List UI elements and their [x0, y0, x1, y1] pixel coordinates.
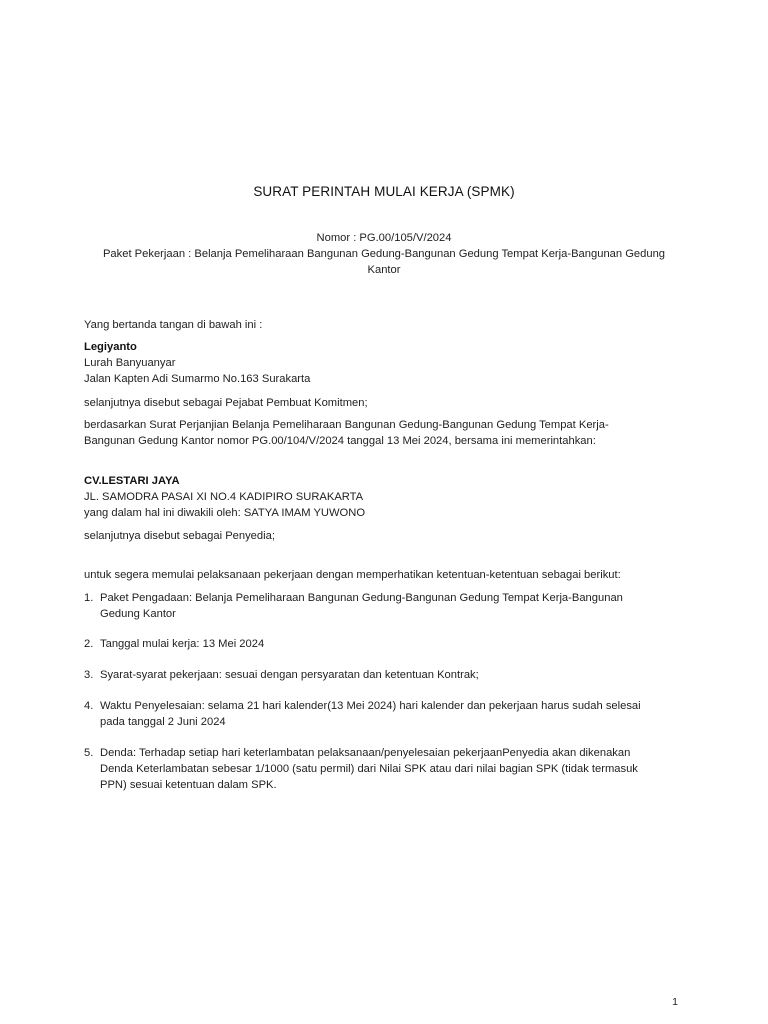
- basis-line-1: berdasarkan Surat Perjanjian Belanja Pemeliharaan Bangunan Gedung-Bangunan Gedung Tempat Kerja-: [84, 419, 609, 431]
- ppk-text: selanjutnya disebut sebagai Pejabat Pembuat Komitmen;: [84, 397, 368, 409]
- list-item-line: pada tanggal 2 Juni 2024: [100, 716, 226, 728]
- intro-text: Yang bertanda tangan di bawah ini :: [84, 319, 263, 331]
- list-item-line: Gedung Kantor: [100, 608, 176, 620]
- header-block: [84, 230, 684, 278]
- document-number: Nomor : PG.00/105/V/2024: [316, 232, 452, 244]
- list-item-number: 1.: [84, 592, 94, 604]
- basis-paragraph: [84, 417, 684, 449]
- list-item-line: PPN) sesuai ketentuan dalam SPK.: [100, 779, 277, 791]
- list-item-number: 4.: [84, 700, 94, 712]
- vendor-address: JL. SAMODRA PASAI XI NO.4 KADIPIRO SURAKARTA: [84, 491, 364, 503]
- list-item-line: Syarat-syarat pekerjaan: sesuai dengan persyaratan dan ketentuan Kontrak;: [100, 669, 479, 681]
- penyedia-text: selanjutnya disebut sebagai Penyedia;: [84, 530, 275, 542]
- signer-position: Lurah Banyuanyar: [84, 357, 176, 369]
- list-item-number: 5.: [84, 747, 94, 759]
- list-item: [84, 667, 674, 683]
- list-item-line: Tanggal mulai kerja: 13 Mei 2024: [100, 638, 265, 650]
- signer-name: Legiyanto: [84, 341, 137, 353]
- list-item: [84, 745, 674, 793]
- list-item-line: Paket Pengadaan: Belanja Pemeliharaan Bangunan Gedung-Bangunan Gedung Tempat Kerja-Bangunan: [100, 592, 623, 604]
- list-item: [84, 698, 674, 730]
- list-item-number: 3.: [84, 669, 94, 681]
- signer-address: Jalan Kapten Adi Sumarmo No.163 Surakarta: [84, 373, 311, 385]
- list-item-line: Denda: Terhadap setiap hari keterlambatan pelaksanaan/penyelesaian pekerjaanPenyedia akan dikenakan: [100, 747, 631, 759]
- vendor-representative: yang dalam hal ini diwakili oleh: SATYA IMAM YUWONO: [84, 507, 366, 519]
- package-line-1: Paket Pekerjaan : Belanja Pemeliharaan Bangunan Gedung-Bangunan Gedung Tempat Kerja-Bangunan Gedung: [102, 248, 666, 260]
- vendor-name: CV.LESTARI JAYA: [84, 475, 180, 487]
- instruction-text: untuk segera memulai pelaksanaan pekerjaan dengan memperhatikan ketentuan-ketentuan sebagai berikut:: [84, 569, 621, 581]
- list-item: [84, 636, 674, 652]
- document-title: SURAT PERINTAH MULAI KERJA (SPMK): [253, 184, 515, 199]
- signer-block: [84, 339, 684, 387]
- list-item-line: Denda Keterlambatan sebesar 1/1000 (satu permil) dari Nilai SPK atau dari nilai bagian SPK (tidak termasuk: [100, 763, 638, 775]
- basis-line-2: Bangunan Gedung Kantor nomor PG.00/104/V/2024 tanggal 13 Mei 2024, bersama ini memerintahkan:: [84, 435, 596, 447]
- page-number: 1: [672, 996, 678, 1008]
- list-item-line: Waktu Penyelesaian: selama 21 hari kalender(13 Mei 2024) hari kalender dan pekerjaan harus sudah selesai: [100, 700, 641, 712]
- list-item-number: 2.: [84, 638, 94, 650]
- list-item: [84, 590, 674, 622]
- vendor-block: [84, 473, 684, 521]
- package-line-2: Kantor: [367, 264, 401, 276]
